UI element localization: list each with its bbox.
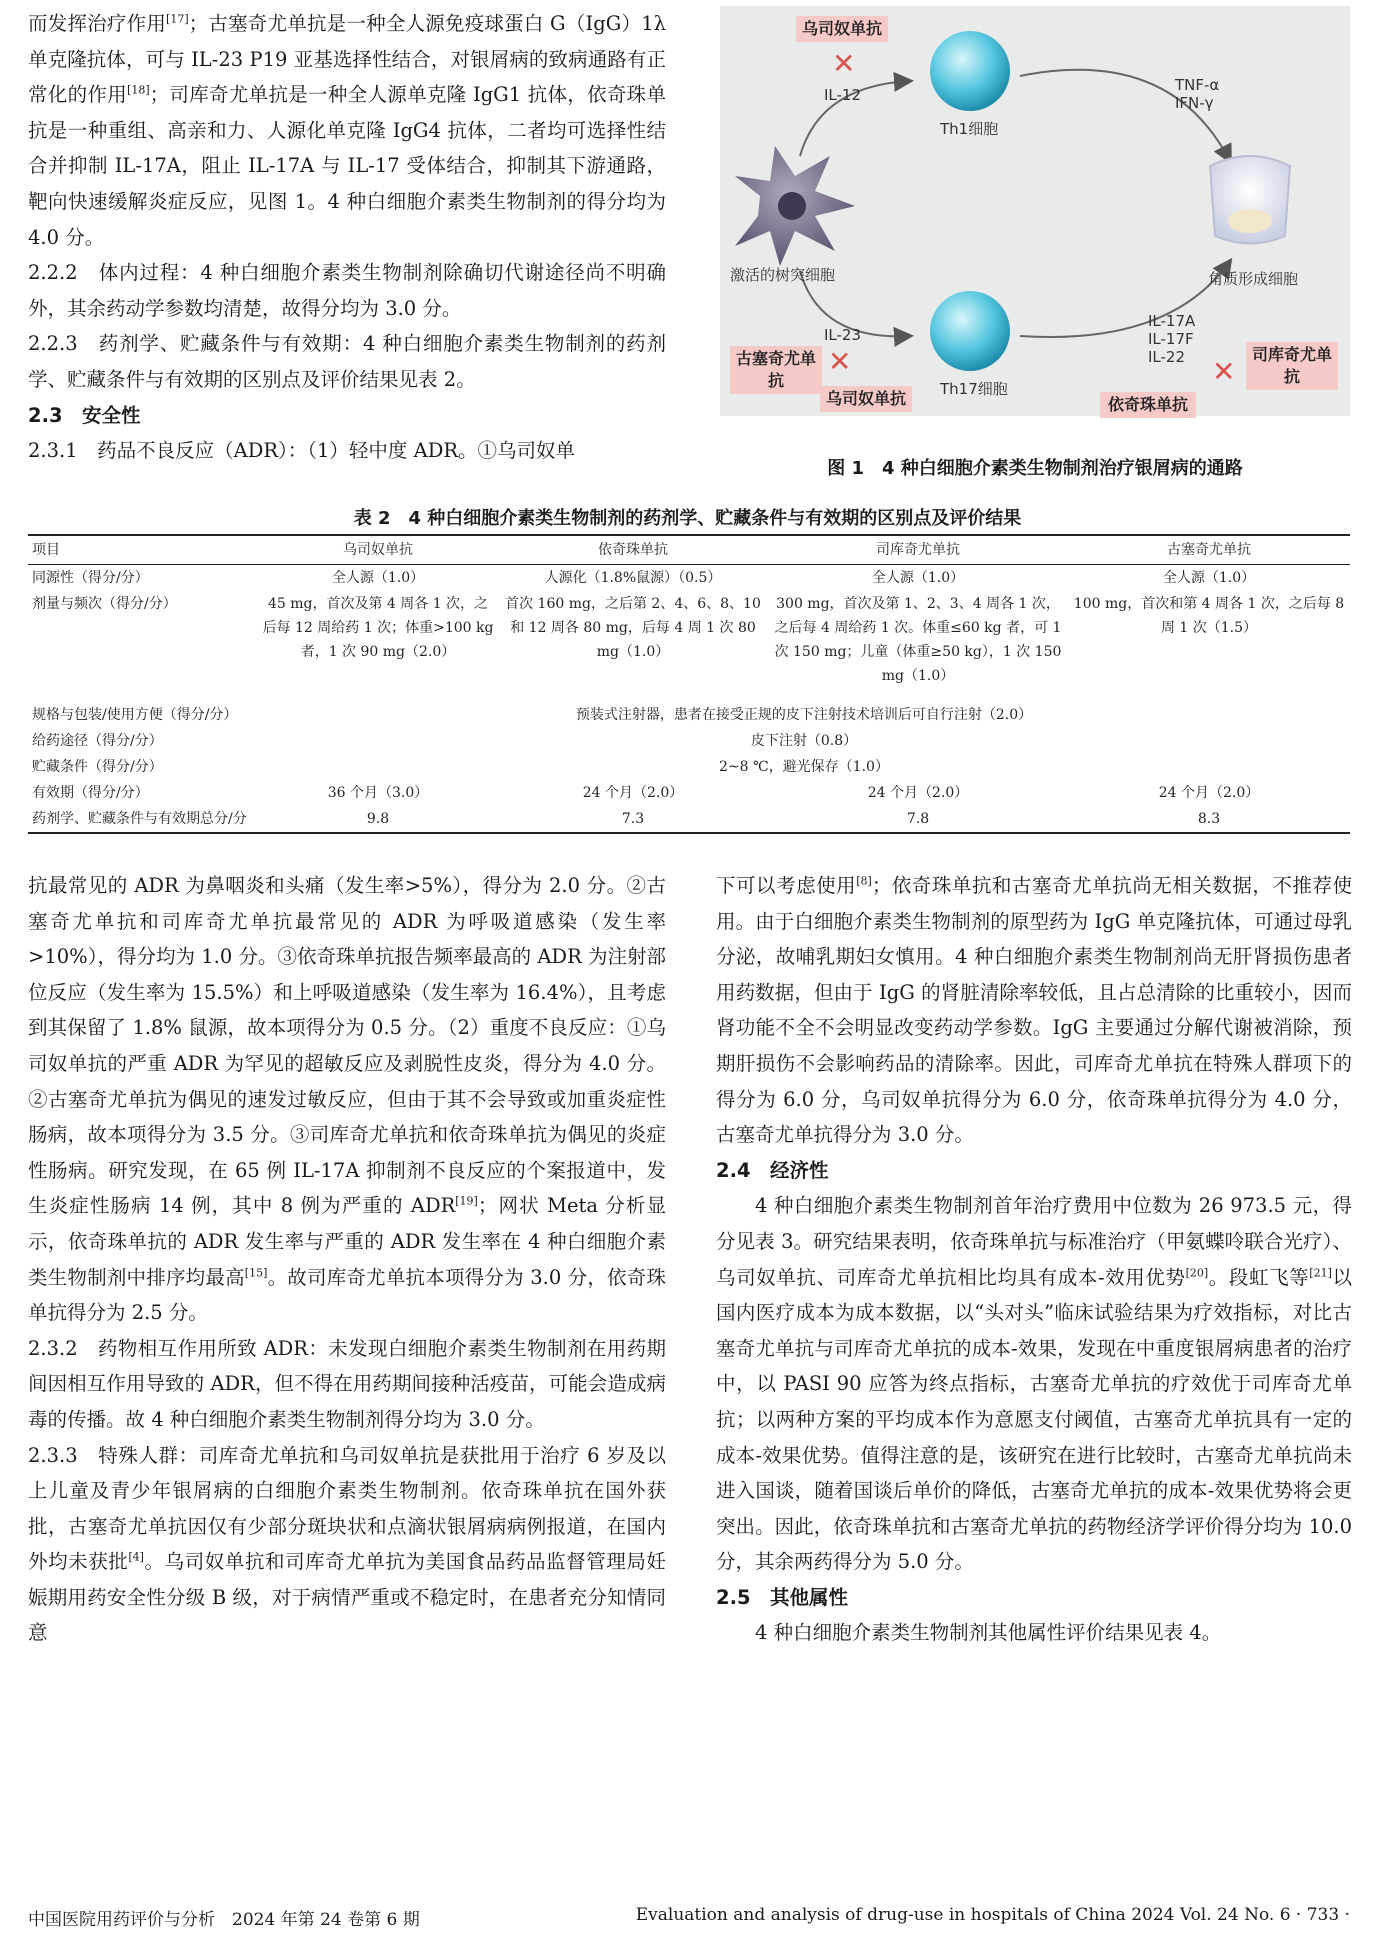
section-heading-2-5: 2.5 其他属性: [716, 1585, 849, 1609]
figure-caption: 图 1 4 种白细胞介素类生物制剂治疗银屑病的通路: [827, 458, 1243, 479]
paragraph-other-attributes: 4 种白细胞介素类生物制剂其他属性评价结果见表 4。: [755, 1621, 1222, 1645]
table-2: [28, 534, 1350, 834]
figure-1-pathway: [720, 6, 1350, 416]
paragraph-economics: 4 种白细胞介素类生物制剂首年治疗费用中位数为 26 973.5 元，得分见表 3。研究结果表明，依奇珠单抗与标准治疗（甲氨蝶呤联合光疗）、乌司奴单抗、司库奇尤单抗相比均具有成本-效用优势[20]。段虹飞等[21]以国内医疗成本为成本数据，以“头对头”临床试验结果为疗效指标，对比古塞奇尤单抗与司库奇尤单抗的成本-效果，发现在中重度银屑病患者的治疗中，以 PASI 90 应答为终点指标，古塞奇尤单抗的疗效优于司库奇尤单抗；以两种方案的平均成本作为意愿支付阈值，古塞奇尤单抗具有一定的成本-效果优势。值得注意的是，该研究在进行比较时，古塞奇尤单抗尚未进入国谈，随着国谈后单价的降低，古塞奇尤单抗的成本-效果优势将会更突出。因此，依奇珠单抗和古塞奇尤单抗的药物经济学评价得分均为 10.0 分，其余两药得分为 5.0 分。: [716, 1194, 1352, 1574]
table-row: 给药途径（得分/分） 皮下注射（0.8）: [32, 733, 858, 749]
table-header-row: [28, 535, 1350, 565]
label-guselkumab: 古塞奇尤单抗: [730, 346, 822, 394]
block-icon: ✕: [1212, 355, 1236, 388]
table-row: 规格与包装/使用方便（得分/分） 预装式注射器，患者在接受正规的皮下注射技术培训后可自行注射（2.0）: [32, 707, 1033, 723]
label-ustekinumab-bottom: 乌司奴单抗: [820, 386, 912, 412]
paragraph-2-3-1: 2.3.1 药品不良反应（ADR）：（1）轻中度 ADR。①乌司奴单: [28, 439, 576, 463]
citation: [20]: [1185, 1266, 1209, 1280]
paragraph-special-population: 下可以考虑使用[8]；依奇珠单抗和古塞奇尤单抗尚无相关数据，不推荐使用。由于白细胞介素类生物制剂的原型药为 IgG 单克隆抗体，可通过母乳分泌，故哺乳期妇女慎用。4 种白细胞介素类生物制剂尚无肝肾损伤患者用药数据，但由于 IgG 的肾脏清除率较低，且占总清除的比重较小，因而肾功能不全不会明显改变药动学参数。IgG 主要通过分解代谢被消除，预期肝损伤不会影响药品的清除率。因此，司库奇尤单抗在特殊人群项下的得分为 6.0 分，乌司奴单抗得分为 6.0 分，依奇珠单抗得分为 4.0 分，古塞奇尤单抗得分为 3.0 分。: [716, 874, 1352, 1147]
citation: [17]: [166, 12, 189, 26]
label-keratinocyte: 角质形成细胞: [1208, 270, 1299, 288]
arrow-th17-to-kc: [1020, 261, 1230, 337]
table-row: 贮藏条件（得分/分） 2~8 ℃，避光保存（1.0）: [32, 759, 889, 775]
block-icon: ✕: [828, 345, 852, 378]
label-ixekizumab: 依奇珠单抗: [1100, 392, 1196, 418]
table-row: 药剂学、贮藏条件与有效期总分/分 9.8 7.3 7.8 8.3: [28, 806, 1350, 833]
right-column-bottom: [716, 868, 1352, 1651]
journal-name-cn: 中国医院用药评价与分析 2024 年第 24 卷第 6 期: [28, 1910, 420, 1930]
header-guselkumab: 古塞奇尤单抗: [1068, 535, 1350, 565]
label-dendritic: 激活的树突细胞: [730, 266, 836, 284]
block-icon: ✕: [832, 47, 856, 80]
paragraph-2-2-3: 2.2.3 药剂学、贮藏条件与有效期：4 种白细胞介素类生物制剂的药剂学、贮藏条件与有效期的区别点及评价结果见表 2。: [28, 332, 666, 391]
keratinocyte-nucleus: [1228, 209, 1272, 233]
citation: [15]: [244, 1266, 268, 1280]
left-column-top: [28, 6, 666, 469]
header-ixekizumab: 依奇珠单抗: [498, 535, 768, 565]
table-row: 剂量与频次（得分/分） 45 mg，首次及第 4 周各 1 次，之后每 12 周给药 1 次；体重>100 kg 者，1 次 90 mg（2.0） 首次 160 mg，之后第 2、4、6、8、10 和 12 周各 80 mg，后每 4 周 1 次 80 mg（1.0） 300 mg，首次及第 1、2、3、4 周各 1 次，之后每 4 周给药 1 次。体重≤60 kg 者，可 1 次 150 mg；儿童（体重≥50 kg），1 次 150 mg（1.0） 100 mg，首次和第 4 周各 1 次，之后每 8 周 1 次（1.5）: [32, 596, 1345, 684]
label-il22: IL-22: [1148, 348, 1186, 366]
label-il23: IL-23: [824, 326, 862, 344]
paragraph-2-2-2: 2.2.2 体内过程：4 种白细胞介素类生物制剂除确切代谢途径尚不明确外，其余药动学参数均清楚，故得分均为 3.0 分。: [28, 261, 666, 320]
citation: [8]: [856, 874, 872, 888]
citation: [18]: [127, 83, 150, 97]
citation: [21]: [1309, 1266, 1332, 1280]
paragraph-mechanism: 而发挥治疗作用[17]；古塞奇尤单抗是一种全人源免疫球蛋白 G（IgG）1λ 单克隆抗体，可与 IL-23 P19 亚基选择性结合，对银屑病的致病通路有正常化的作用[18]；司库奇尤单抗是一种全人源单克隆 IgG1 抗体，依奇珠单抗是一种重组、高亲和力、人源化单克隆 IgG4 抗体，二者均可选择性结合并抑制 IL-17A，阻止 IL-17A 与 IL-17 受体结合，抑制其下游通路，靶向快速缓解炎症反应，见图 1。4 种白细胞介素类生物制剂的得分均为 4.0 分。: [28, 12, 666, 249]
label-ifn: IFN-γ: [1175, 94, 1214, 112]
label-il12: IL-12: [824, 86, 862, 104]
left-column-bottom: [28, 868, 666, 1651]
paragraph-adr: 抗最常见的 ADR 为鼻咽炎和头痛（发生率>5%），得分为 2.0 分。②古塞奇尤单抗和司库奇尤单抗最常见的 ADR 为呼吸道感染（发生率>10%），得分均为 1.0 分。③依奇珠单抗报告频率最高的 ADR 为注射部位反应（发生率为 15.5%）和上呼吸道感染（发生率为 16.4%），且考虑到其保留了 1.8% 鼠源，故本项得分为 0.5 分。（2）重度不良反应：①乌司奴单抗的严重 ADR 为罕见的超敏反应及剥脱性皮炎，得分为 4.0 分。②古塞奇尤单抗为偶见的速发过敏反应，但由于其不会导致或加重炎症性肠病，故本项得分为 3.5 分。③司库奇尤单抗和依奇珠单抗为偶见的炎症性肠病。研究发现，在 65 例 IL-17A 抑制剂不良反应的个案报道中，发生炎症性肠病 14 例，其中 8 例为严重的 ADR[19]；网状 Meta 分析显示，依奇珠单抗的 ADR 发生率与严重的 ADR 发生率在 4 种白细胞介素类生物制剂中排序均最高[15]。故司库奇尤单抗本项得分为 3.0 分，依奇珠单抗得分为 2.5 分。: [28, 874, 666, 1325]
citation: [4]: [128, 1550, 144, 1564]
section-heading-2-3: 2.3 安全性: [28, 403, 141, 427]
section-heading-2-4: 2.4 经济性: [716, 1158, 829, 1182]
header-ustekinumab: 乌司奴单抗: [258, 535, 498, 565]
label-il17f: IL-17F: [1148, 330, 1194, 348]
header-item: 项目: [28, 535, 258, 565]
label-ustekinumab-top: 乌司奴单抗: [796, 16, 888, 42]
header-secukinumab: 司库奇尤单抗: [768, 535, 1068, 565]
table-title: 表 2 4 种白细胞介素类生物制剂的药剂学、贮藏条件与有效期的区别点及评价结果: [353, 508, 1022, 529]
citation: [19]: [455, 1194, 478, 1208]
label-th1: Th1细胞: [940, 120, 999, 138]
paragraph-2-3-2: 2.3.2 药物相互作用所致 ADR：未发现白细胞介素类生物制剂在用药期间因相互作用导致的 ADR，但不得在用药期间接种活疫苗，可能会造成病毒的传播。故 4 种白细胞介素类生物制剂得分均为 3.0 分。: [28, 1336, 666, 1431]
label-il17a: IL-17A: [1148, 312, 1196, 330]
table-row: 有效期（得分/分） 36 个月（3.0） 24 个月（2.0） 24 个月（2.0） 24 个月（2.0）: [32, 785, 1260, 801]
label-secukinumab: 司库奇尤单抗: [1246, 342, 1338, 390]
label-th17: Th17细胞: [940, 380, 1008, 398]
label-tnf: TNF-α: [1175, 76, 1220, 94]
th17-cell-shape: [930, 291, 1010, 371]
table-row: 同源性（得分/分） 全人源（1.0） 人源化（1.8%鼠源）（0.5） 全人源（1.0） 全人源（1.0）: [32, 570, 1256, 586]
th1-cell-shape: [930, 31, 1010, 111]
journal-name-en: Evaluation and analysis of drug-use in hospitals of China 2024 Vol. 24 No. 6 · 733 ·: [635, 1905, 1350, 1925]
paragraph-2-3-3: 2.3.3 特殊人群：司库奇尤单抗和乌司奴单抗是获批用于治疗 6 岁及以上儿童及青少年银屑病的白细胞介素类生物制剂。依奇珠单抗在国外获批，古塞奇尤单抗因仅有少部分斑块状和点滴状银屑病病例报道，在国内外均未获批[4]。乌司奴单抗和司库奇尤单抗为美国食品药品监督管理局妊娠期用药安全性分级 B 级，对于病情严重或不稳定时，在患者充分知情同意: [28, 1443, 666, 1645]
